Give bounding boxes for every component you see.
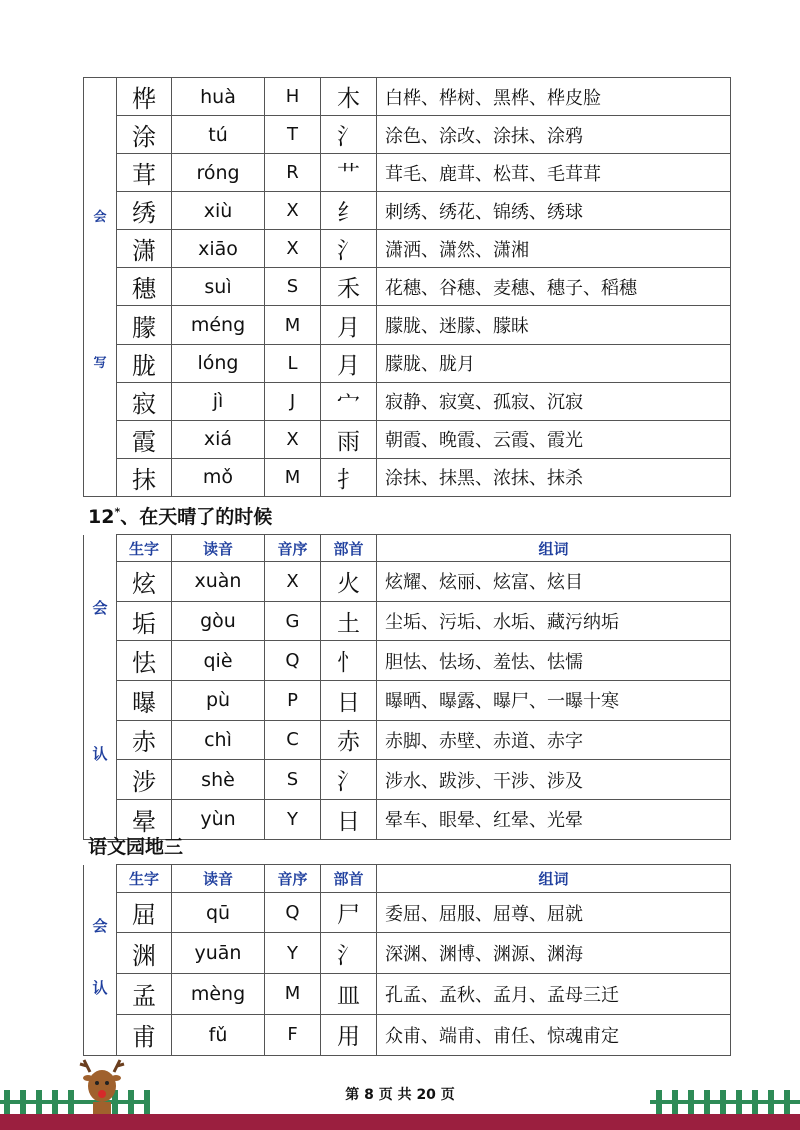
pinyin: shè <box>172 760 265 800</box>
table-row <box>84 562 731 602</box>
radical: 土 <box>321 601 377 641</box>
table-row <box>84 154 731 192</box>
phonetic-order: X <box>265 230 321 268</box>
phonetic-order: J <box>265 382 321 420</box>
phonetic-order: M <box>265 458 321 496</box>
section1-table <box>83 77 731 497</box>
character: 寂 <box>117 382 172 420</box>
table-row <box>84 230 731 268</box>
radical: 皿 <box>321 974 377 1015</box>
radical: 艹 <box>321 154 377 192</box>
word-list: 赤脚、赤壁、赤道、赤字 <box>377 720 731 760</box>
character: 曝 <box>117 680 172 720</box>
pinyin: huà <box>172 78 265 116</box>
character: 涂 <box>117 116 172 154</box>
table-row <box>84 641 731 681</box>
word-list: 白桦、桦树、黑桦、桦皮脸 <box>377 78 731 116</box>
phonetic-order: F <box>265 1014 321 1055</box>
phonetic-order: H <box>265 78 321 116</box>
pinyin: xiù <box>172 192 265 230</box>
table-row <box>84 1014 731 1055</box>
pinyin: mèng <box>172 974 265 1015</box>
header-order: 音序 <box>265 535 321 562</box>
table-row <box>84 382 731 420</box>
radical: 日 <box>321 680 377 720</box>
pinyin: pù <box>172 680 265 720</box>
table-row <box>84 116 731 154</box>
phonetic-order: S <box>265 760 321 800</box>
pinyin: yuān <box>172 933 265 974</box>
radical: 日 <box>321 799 377 839</box>
phonetic-order: S <box>265 268 321 306</box>
pinyin: fǔ <box>172 1014 265 1055</box>
character: 赤 <box>117 720 172 760</box>
page-number: 第 8 页 共 20 页 <box>345 1087 455 1103</box>
character: 桦 <box>117 78 172 116</box>
side-label: 会 <box>92 916 108 935</box>
header-pinyin: 读音 <box>172 535 265 562</box>
word-list: 茸毛、鹿茸、松茸、毛茸茸 <box>377 154 731 192</box>
word-list: 委屈、屈服、屈尊、屈就 <box>377 892 731 933</box>
phonetic-order: Q <box>265 892 321 933</box>
header-words: 组词 <box>377 535 731 562</box>
table-row <box>84 458 731 496</box>
header-char: 生字 <box>117 535 172 562</box>
section2-table <box>83 534 731 840</box>
radical: 氵 <box>321 116 377 154</box>
table-header-row <box>84 535 731 562</box>
phonetic-order: X <box>265 192 321 230</box>
character: 渊 <box>117 933 172 974</box>
word-list: 尘垢、污垢、水垢、藏污纳垢 <box>377 601 731 641</box>
section3-title: 语文园地三 <box>88 836 184 858</box>
word-list: 刺绣、绣花、锦绣、绣球 <box>377 192 731 230</box>
phonetic-order: T <box>265 116 321 154</box>
side-label: 认 <box>92 744 108 763</box>
pinyin: xuàn <box>172 562 265 602</box>
radical: 纟 <box>321 192 377 230</box>
character: 屈 <box>117 892 172 933</box>
table-row <box>84 306 731 344</box>
radical: 火 <box>321 562 377 602</box>
header-radical: 部首 <box>321 535 377 562</box>
pinyin: jì <box>172 382 265 420</box>
table-row <box>84 344 731 382</box>
pinyin: róng <box>172 154 265 192</box>
word-list: 深渊、渊博、渊源、渊海 <box>377 933 731 974</box>
pinyin: suì <box>172 268 265 306</box>
word-list: 花穗、谷穗、麦穗、穗子、稻穗 <box>377 268 731 306</box>
radical: 氵 <box>321 933 377 974</box>
word-list: 朦胧、胧月 <box>377 344 731 382</box>
phonetic-order: G <box>265 601 321 641</box>
radical: 氵 <box>321 230 377 268</box>
radical: 月 <box>321 306 377 344</box>
table-header-row <box>84 865 731 893</box>
section3-table <box>83 864 731 1056</box>
word-list: 胆怯、怯场、羞怯、怯懦 <box>377 641 731 681</box>
table-row <box>84 420 731 458</box>
header-pinyin: 读音 <box>172 865 265 893</box>
word-list: 涉水、跋涉、干涉、涉及 <box>377 760 731 800</box>
character: 炫 <box>117 562 172 602</box>
header-radical: 部首 <box>321 865 377 893</box>
pinyin: lóng <box>172 344 265 382</box>
character: 绣 <box>117 192 172 230</box>
radical: 用 <box>321 1014 377 1055</box>
radical: 忄 <box>321 641 377 681</box>
character: 朦 <box>117 306 172 344</box>
phonetic-order: Q <box>265 641 321 681</box>
word-list: 孔孟、孟秋、孟月、孟母三迁 <box>377 974 731 1015</box>
character: 茸 <box>117 154 172 192</box>
pinyin: xiá <box>172 420 265 458</box>
radical: 月 <box>321 344 377 382</box>
pinyin: xiāo <box>172 230 265 268</box>
radical: 禾 <box>321 268 377 306</box>
phonetic-order: X <box>265 420 321 458</box>
character: 穗 <box>117 268 172 306</box>
side-label-cell <box>84 535 117 840</box>
pinyin: qiè <box>172 641 265 681</box>
table-row <box>84 680 731 720</box>
table-row <box>84 268 731 306</box>
word-list: 涂色、涂改、涂抹、涂鸦 <box>377 116 731 154</box>
pinyin: qū <box>172 892 265 933</box>
character: 胧 <box>117 344 172 382</box>
radical: 宀 <box>321 382 377 420</box>
phonetic-order: R <box>265 154 321 192</box>
footer-bar <box>0 1114 800 1130</box>
character: 晕 <box>117 799 172 839</box>
side-label: 写 <box>93 356 107 371</box>
character: 怯 <box>117 641 172 681</box>
character: 涉 <box>117 760 172 800</box>
side-label: 会 <box>93 210 107 225</box>
word-list: 曝晒、曝露、曝尸、一曝十寒 <box>377 680 731 720</box>
table-row <box>84 78 731 116</box>
word-list: 众甫、端甫、甫任、惊魂甫定 <box>377 1014 731 1055</box>
radical: 雨 <box>321 420 377 458</box>
table-row <box>84 933 731 974</box>
radical: 赤 <box>321 720 377 760</box>
word-list: 晕车、眼晕、红晕、光晕 <box>377 799 731 839</box>
radical: 木 <box>321 78 377 116</box>
character: 孟 <box>117 974 172 1015</box>
phonetic-order: L <box>265 344 321 382</box>
character: 垢 <box>117 601 172 641</box>
word-list: 寂静、寂寞、孤寂、沉寂 <box>377 382 731 420</box>
header-words: 组词 <box>377 865 731 893</box>
pinyin: gòu <box>172 601 265 641</box>
side-label: 认 <box>92 978 108 997</box>
table-row <box>84 601 731 641</box>
header-char: 生字 <box>117 865 172 893</box>
pinyin: chì <box>172 720 265 760</box>
table-row <box>84 720 731 760</box>
word-list: 涂抹、抹黑、浓抹、抹杀 <box>377 458 731 496</box>
phonetic-order: Y <box>265 799 321 839</box>
pinyin: méng <box>172 306 265 344</box>
phonetic-order: Y <box>265 933 321 974</box>
table-row <box>84 892 731 933</box>
character: 霞 <box>117 420 172 458</box>
character: 抹 <box>117 458 172 496</box>
word-list: 朝霞、晚霞、云霞、霞光 <box>377 420 731 458</box>
character: 甫 <box>117 1014 172 1055</box>
pinyin: mǒ <box>172 458 265 496</box>
word-list: 炫耀、炫丽、炫富、炫目 <box>377 562 731 602</box>
word-list: 朦胧、迷朦、朦昧 <box>377 306 731 344</box>
phonetic-order: M <box>265 974 321 1015</box>
table-row <box>84 192 731 230</box>
table-row <box>84 974 731 1015</box>
radical: 尸 <box>321 892 377 933</box>
side-label-cell <box>84 78 117 497</box>
pinyin: yùn <box>172 799 265 839</box>
section2-title: 12*、在天晴了的时候 <box>88 505 273 528</box>
side-label-cell <box>84 865 117 1056</box>
phonetic-order: P <box>265 680 321 720</box>
phonetic-order: C <box>265 720 321 760</box>
radical: 氵 <box>321 760 377 800</box>
phonetic-order: M <box>265 306 321 344</box>
header-order: 音序 <box>265 865 321 893</box>
phonetic-order: X <box>265 562 321 602</box>
pinyin: tú <box>172 116 265 154</box>
side-label: 会 <box>92 598 108 617</box>
radical: 扌 <box>321 458 377 496</box>
table-row <box>84 760 731 800</box>
character: 潇 <box>117 230 172 268</box>
word-list: 潇洒、潇然、潇湘 <box>377 230 731 268</box>
